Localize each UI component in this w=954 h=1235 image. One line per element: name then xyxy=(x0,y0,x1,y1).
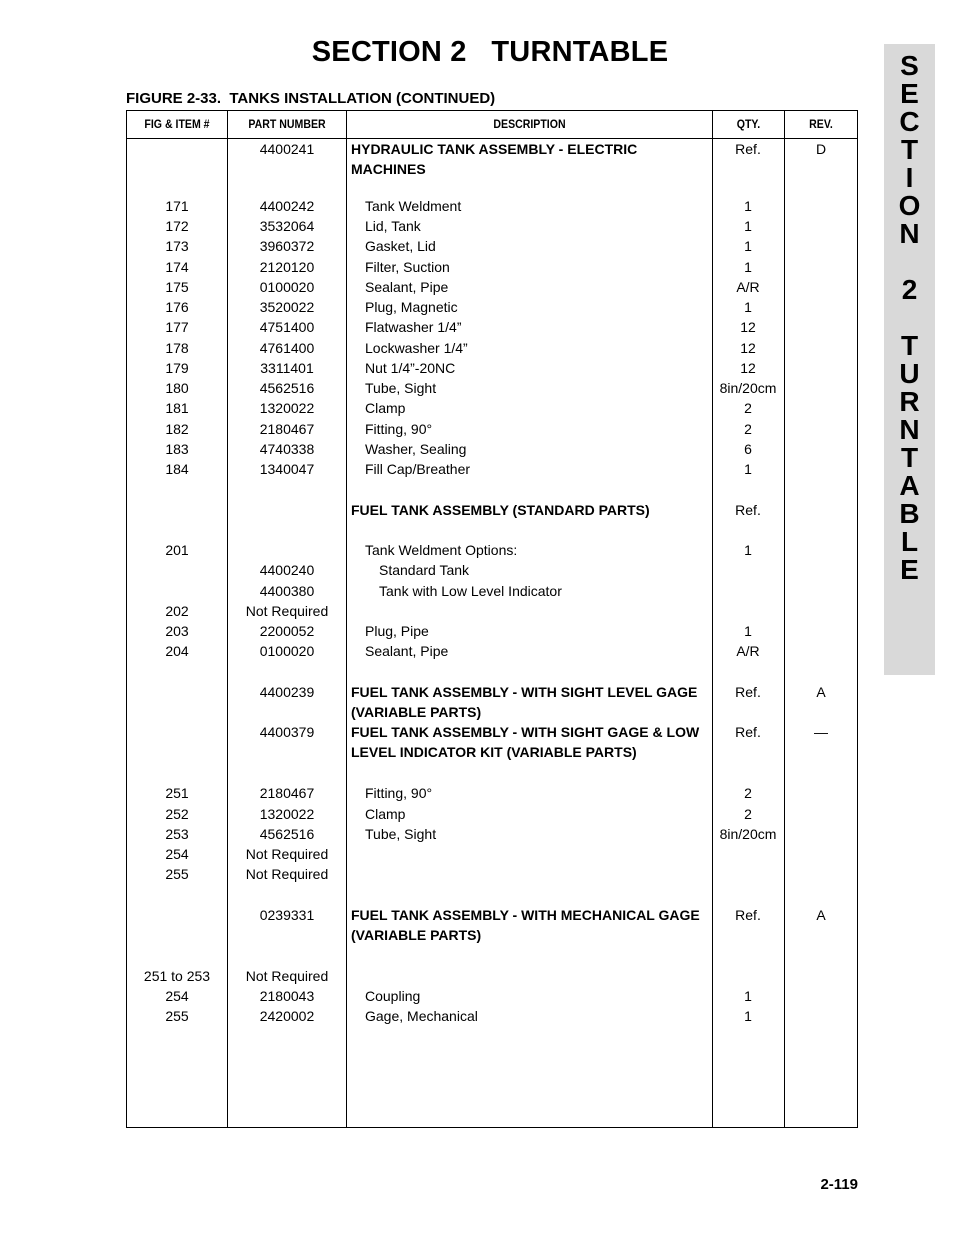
side-tab-letter: S xyxy=(900,50,919,81)
cell-fig-item: 174 xyxy=(165,259,189,275)
cell-part-number: 4562516 xyxy=(259,826,315,842)
side-tab-letter: T xyxy=(900,330,919,361)
cell-part-number: 4562516 xyxy=(259,380,315,396)
cell-fig-item: 178 xyxy=(165,340,189,356)
column-header-description: DESCRIPTION xyxy=(493,117,566,131)
cell-description: Clamp xyxy=(365,400,406,416)
side-tab-letter: I xyxy=(905,162,914,193)
cell-part-number: 3532064 xyxy=(259,218,315,234)
cell-description: Coupling xyxy=(365,988,421,1004)
column-header-part-number: PART NUMBER xyxy=(248,117,326,131)
cell-fig-item: 202 xyxy=(165,603,189,619)
cell-part-number: 1340047 xyxy=(259,461,315,477)
cell-rev: A xyxy=(816,907,826,923)
cell-qty: 1 xyxy=(744,988,752,1004)
section-title: SECTION 2 TURNTABLE xyxy=(311,36,669,68)
side-tab-letter: C xyxy=(899,106,920,137)
cell-description: FUEL TANK ASSEMBLY - WITH SIGHT LEVEL GAGE (VARIABLE PARTS) xyxy=(351,684,698,720)
cell-fig-item: 181 xyxy=(165,400,189,416)
side-tab-letters xyxy=(884,52,935,584)
cell-qty: Ref. xyxy=(735,907,761,923)
cell-description: Nut 1/4”-20NC xyxy=(365,360,456,376)
cell-qty: Ref. xyxy=(735,724,761,740)
cell-qty: 2 xyxy=(744,421,752,437)
cell-part-number: 2200052 xyxy=(259,623,315,639)
cell-fig-item: 204 xyxy=(165,643,189,659)
cell-fig-item: 251 to 253 xyxy=(143,968,211,984)
cell-description: Fill Cap/Breather xyxy=(365,461,471,477)
cell-description: Washer, Sealing xyxy=(365,441,467,457)
cell-fig-item: 255 xyxy=(165,1008,189,1024)
cell-qty: 2 xyxy=(744,785,752,801)
cell-description: Fitting, 90° xyxy=(365,785,433,801)
side-tab-letter: T xyxy=(900,134,919,165)
cell-part-number: 0100020 xyxy=(259,279,315,295)
cell-fig-item: 171 xyxy=(165,198,189,214)
cell-qty: 12 xyxy=(740,319,756,335)
cell-fig-item: 201 xyxy=(165,542,189,558)
cell-part-number: 4400241 xyxy=(259,141,315,157)
cell-qty: 1 xyxy=(744,259,752,275)
cell-qty: A/R xyxy=(736,643,760,659)
side-tab-letter xyxy=(884,304,935,332)
cell-fig-item: 203 xyxy=(165,623,189,639)
cell-qty: 2 xyxy=(744,806,752,822)
cell-part-number: 1320022 xyxy=(259,400,315,416)
cell-fig-item: 252 xyxy=(165,806,189,822)
cell-part-number: 4400379 xyxy=(259,724,315,740)
cell-description: Tube, Sight xyxy=(365,380,437,396)
side-tab-letter: E xyxy=(900,78,919,109)
side-tab-letter: E xyxy=(900,554,919,585)
cell-fig-item: 254 xyxy=(165,988,189,1004)
side-tab-letter: R xyxy=(899,386,920,417)
cell-fig-item: 175 xyxy=(165,279,189,295)
cell-description: Tank Weldment Options: xyxy=(365,542,518,558)
cell-part-number: 4400239 xyxy=(259,684,315,700)
cell-part-number: 1320022 xyxy=(259,806,315,822)
cell-qty: 1 xyxy=(744,542,752,558)
cell-qty: 1 xyxy=(744,299,752,315)
side-tab-letter: U xyxy=(899,358,920,389)
side-tab-letter: 2 xyxy=(901,274,918,305)
cell-description: FUEL TANK ASSEMBLY (STANDARD PARTS) xyxy=(351,502,650,518)
cell-qty: 1 xyxy=(744,623,752,639)
cell-part-number: 0100020 xyxy=(259,643,315,659)
side-tab-letter: N xyxy=(899,414,920,445)
cell-part-number: Not Required xyxy=(245,866,329,882)
column-header-qty: QTY. xyxy=(736,117,761,131)
cell-fig-item: 251 xyxy=(165,785,189,801)
figure-title: FIGURE 2-33. TANKS INSTALLATION (CONTINUED) xyxy=(126,90,496,107)
cell-qty: 1 xyxy=(744,198,752,214)
cell-part-number: 4400240 xyxy=(259,562,315,578)
cell-description: Tube, Sight xyxy=(365,826,437,842)
cell-description: Clamp xyxy=(365,806,406,822)
cell-fig-item: 172 xyxy=(165,218,189,234)
cell-fig-item: 176 xyxy=(165,299,189,315)
cell-rev: D xyxy=(815,141,827,157)
cell-part-number: Not Required xyxy=(245,603,329,619)
side-tab-letter xyxy=(884,248,935,276)
cell-rev: A xyxy=(816,684,826,700)
cell-qty: Ref. xyxy=(735,684,761,700)
column-header-rev: REV. xyxy=(809,117,833,131)
cell-part-number: 3311401 xyxy=(260,360,314,376)
cell-part-number: 4761400 xyxy=(259,340,315,356)
cell-description: Gage, Mechanical xyxy=(365,1008,478,1024)
cell-qty: Ref. xyxy=(735,141,761,157)
cell-description: Tank with Low Level Indicator xyxy=(379,583,562,599)
side-tab-letter: T xyxy=(900,442,919,473)
cell-part-number: 2420002 xyxy=(259,1008,315,1024)
page-number: 2-119 xyxy=(820,1176,858,1193)
cell-description: Sealant, Pipe xyxy=(365,279,449,295)
cell-description: Tank Weldment xyxy=(365,198,462,214)
column-header-fig-item: FIG & ITEM # xyxy=(144,117,210,131)
cell-description: Plug, Magnetic xyxy=(365,299,458,315)
cell-part-number: 2180467 xyxy=(259,785,315,801)
cell-fig-item: 179 xyxy=(165,360,189,376)
cell-qty: A/R xyxy=(736,279,760,295)
cell-part-number: Not Required xyxy=(245,968,329,984)
cell-part-number: 4751400 xyxy=(259,319,315,335)
cell-fig-item: 253 xyxy=(165,826,189,842)
cell-description: FUEL TANK ASSEMBLY - WITH MECHANICAL GAGE (VARIABLE PARTS) xyxy=(351,907,700,943)
cell-description: Gasket, Lid xyxy=(365,238,436,254)
cell-qty: 1 xyxy=(744,461,752,477)
side-tab-letter: A xyxy=(899,470,920,501)
cell-qty: 8in/20cm xyxy=(719,826,777,842)
cell-part-number: 4400242 xyxy=(259,198,315,214)
cell-qty: 12 xyxy=(740,340,756,356)
side-tab-letter: L xyxy=(900,526,919,557)
cell-part-number: 4740338 xyxy=(259,441,315,457)
cell-fig-item: 182 xyxy=(165,421,189,437)
cell-fig-item: 173 xyxy=(165,238,189,254)
cell-part-number: 0239331 xyxy=(259,907,315,923)
side-tab-letter: B xyxy=(899,498,920,529)
cell-fig-item: 255 xyxy=(165,866,189,882)
cell-qty: Ref. xyxy=(735,502,761,518)
cell-fig-item: 184 xyxy=(165,461,189,477)
cell-part-number: 2180467 xyxy=(259,421,315,437)
cell-fig-item: 183 xyxy=(165,441,189,457)
cell-fig-item: 254 xyxy=(165,846,189,862)
cell-description: HYDRAULIC TANK ASSEMBLY - ELECTRIC MACHINES xyxy=(351,141,638,177)
cell-fig-item: 177 xyxy=(165,319,189,335)
cell-qty: 1 xyxy=(744,1008,752,1024)
cell-description: Plug, Pipe xyxy=(365,623,429,639)
cell-description: Flatwasher 1/4” xyxy=(365,319,462,335)
cell-description: Standard Tank xyxy=(379,562,470,578)
table-body xyxy=(127,111,857,1127)
cell-qty: 12 xyxy=(740,360,756,376)
cell-description: Fitting, 90° xyxy=(365,421,433,437)
cell-part-number: 2120120 xyxy=(259,259,315,275)
parts-table xyxy=(126,110,858,1128)
cell-qty: 8in/20cm xyxy=(719,380,777,396)
cell-description: Sealant, Pipe xyxy=(365,643,449,659)
cell-part-number: Not Required xyxy=(245,846,329,862)
cell-qty: 2 xyxy=(744,400,752,416)
cell-description: Filter, Suction xyxy=(365,259,450,275)
cell-qty: 6 xyxy=(744,441,752,457)
side-tab-letter: O xyxy=(898,190,921,221)
cell-qty: 1 xyxy=(744,238,752,254)
cell-description: Lid, Tank xyxy=(365,218,421,234)
cell-part-number: 3960372 xyxy=(259,238,315,254)
cell-description: FUEL TANK ASSEMBLY - WITH SIGHT GAGE & LOW LEVEL INDICATOR KIT (VARIABLE PARTS) xyxy=(351,724,700,760)
cell-description: Lockwasher 1/4” xyxy=(365,340,468,356)
cell-rev: — xyxy=(814,724,828,740)
cell-part-number: 2180043 xyxy=(259,988,315,1004)
cell-part-number: 3520022 xyxy=(259,299,315,315)
cell-part-number: 4400380 xyxy=(259,583,315,599)
cell-fig-item: 180 xyxy=(165,380,189,396)
side-tab-letter: N xyxy=(899,218,920,249)
section-side-tab xyxy=(884,44,935,675)
cell-qty: 1 xyxy=(744,218,752,234)
